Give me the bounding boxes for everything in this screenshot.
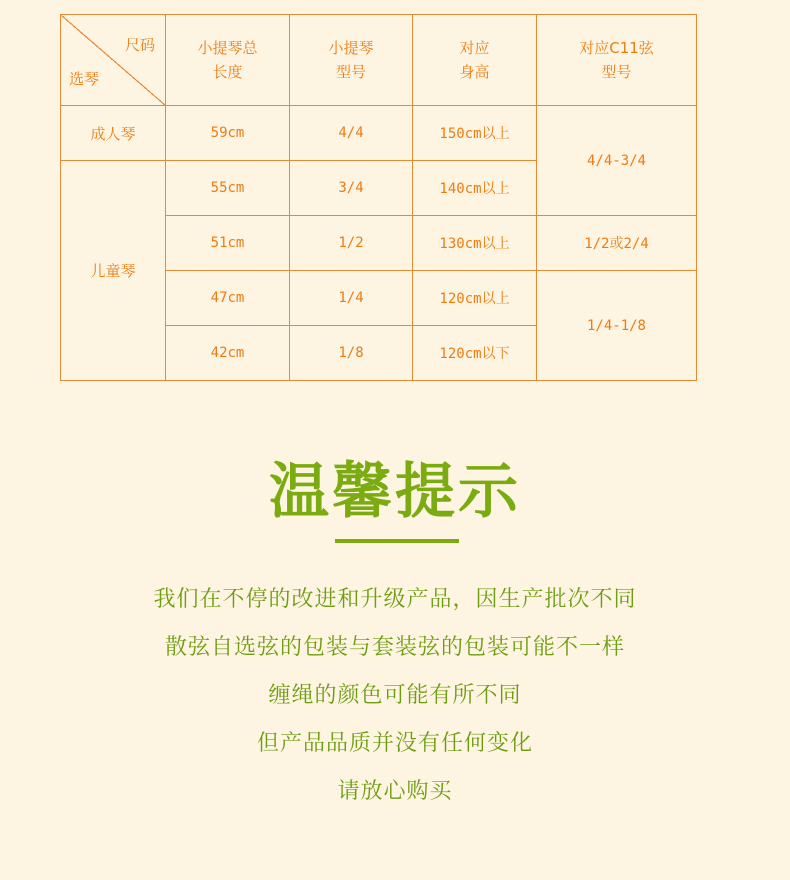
table-corner-cell xyxy=(61,15,166,106)
tips-title: 温馨提示 xyxy=(269,457,521,527)
header-string-model-line2: 型号 xyxy=(601,63,632,81)
cell-length: 59cm xyxy=(166,106,290,161)
group-adult: 成人琴 xyxy=(61,106,166,161)
header-body-height-line2: 身高 xyxy=(459,63,490,81)
cell-model: 3/4 xyxy=(290,161,413,216)
cell-length: 42cm xyxy=(166,326,290,381)
tips-line: 缠绳的颜色可能有所不同 xyxy=(268,683,522,708)
cell-model: 1/8 xyxy=(290,326,413,381)
corner-size-label: 尺码 xyxy=(124,36,155,54)
table-header-row xyxy=(61,15,697,106)
cell-length: 55cm xyxy=(166,161,290,216)
cell-height: 150cm以上 xyxy=(413,106,537,161)
group-child: 儿童琴 xyxy=(61,161,166,381)
header-violin-model-line1: 小提琴 xyxy=(328,39,374,57)
tips-line: 散弦自选弦的包装与套装弦的包装可能不一样 xyxy=(164,635,625,660)
header-total-length xyxy=(166,15,290,106)
cell-height: 140cm以上 xyxy=(413,161,537,216)
header-violin-model-line2: 型号 xyxy=(335,63,366,81)
tips-text-block xyxy=(0,578,790,818)
cell-length: 51cm xyxy=(166,216,290,271)
cell-height: 120cm以下 xyxy=(413,326,537,381)
header-body-height xyxy=(413,15,537,106)
tips-line: 但产品品质并没有任何变化 xyxy=(256,731,533,756)
header-string-model-line1: 对应C11弦 xyxy=(579,39,654,57)
violin-size-table xyxy=(60,14,697,381)
corner-select-label: 选琴 xyxy=(69,70,100,88)
cell-model: 4/4 xyxy=(290,106,413,161)
header-body-height-line1: 对应 xyxy=(459,39,490,57)
table-row xyxy=(61,106,697,161)
tips-title-underline xyxy=(335,539,459,543)
cell-length: 47cm xyxy=(166,271,290,326)
cell-string-model: 4/4-3/4 xyxy=(537,106,697,216)
cell-string-model: 1/2或2/4 xyxy=(537,216,697,271)
tips-line: 请放心购买 xyxy=(337,779,453,804)
cell-string-model: 1/4-1/8 xyxy=(537,271,697,381)
cell-height: 130cm以上 xyxy=(413,216,537,271)
cell-height: 120cm以上 xyxy=(413,271,537,326)
header-string-model xyxy=(537,15,697,106)
cell-model: 1/4 xyxy=(290,271,413,326)
header-total-length-line2: 长度 xyxy=(212,63,243,81)
header-violin-model xyxy=(290,15,413,106)
header-total-length-line1: 小提琴总 xyxy=(197,39,258,57)
cell-model: 1/2 xyxy=(290,216,413,271)
tips-line: 我们在不停的改进和升级产品，因生产批次不同 xyxy=(153,587,637,612)
